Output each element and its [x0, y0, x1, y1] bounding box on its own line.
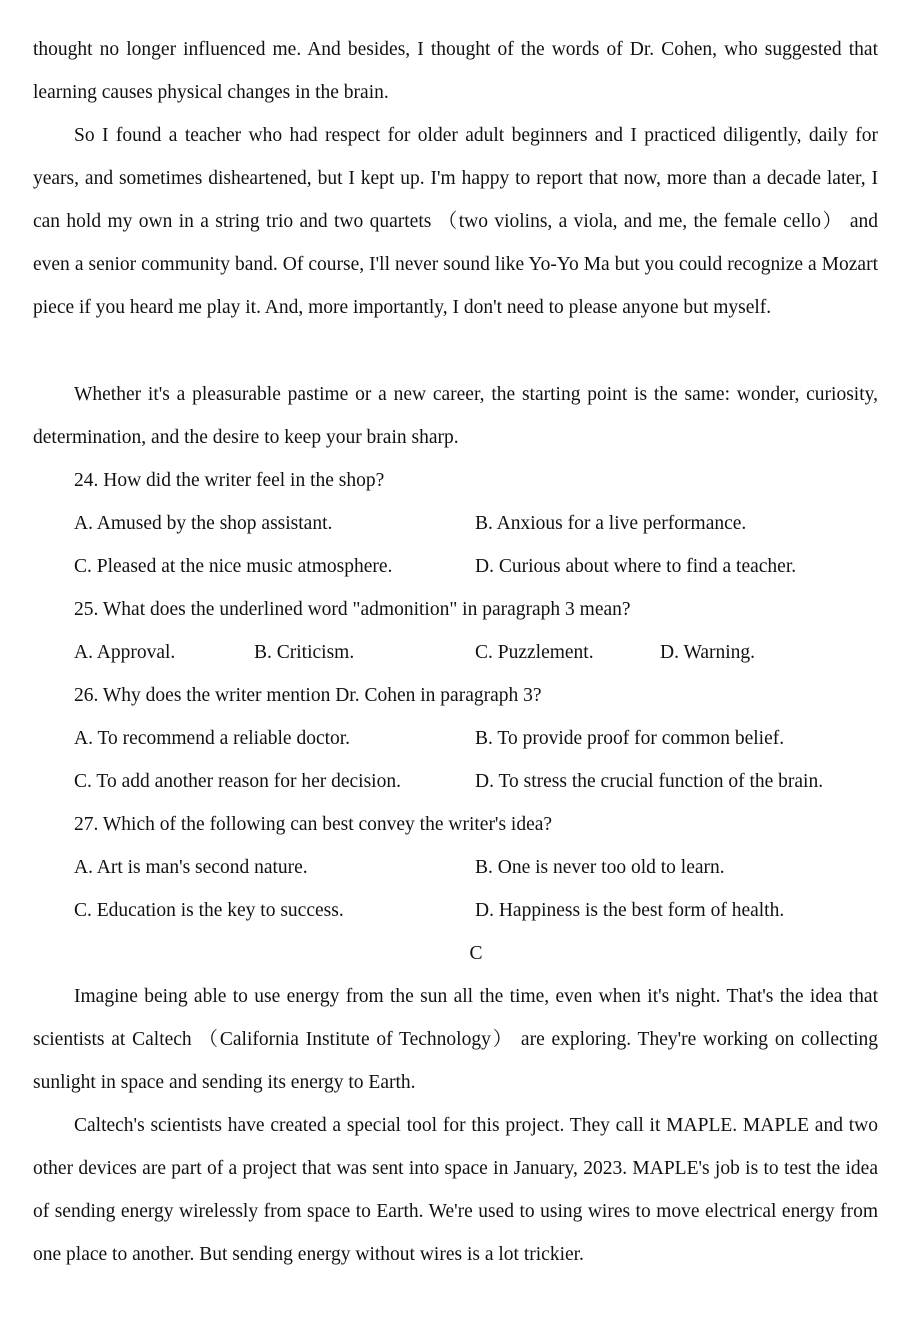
- q27-option-a: A. Art is man's second nature.: [74, 857, 308, 878]
- paragraph-continued: thought no longer influenced me. And besides, I thought of the words of Dr. Cohen, who suggested that learning causes physical changes in the brain.: [33, 39, 878, 103]
- paragraph-teacher: So I found a teacher who had respect for older adult beginners and I practiced diligently, daily for years, and sometimes disheartened, but I kept up. I'm happy to report that now, more than a decade later, I can hold my own in a string trio and two quartets （two violins, a viola, and me, the female cello） and even a senior community band. Of course, I'll never sound like Yo-Yo Ma but you could recognize a Mozart piece if you heard me play it. And, more importantly, I don't need to please anyone but myself.: [33, 125, 878, 318]
- q24-option-b: B. Anxious for a live performance.: [475, 513, 747, 534]
- q24-option-a: A. Amused by the shop assistant.: [74, 513, 333, 534]
- q27-option-b: B. One is never too old to learn.: [475, 857, 725, 878]
- q24-option-d: D. Curious about where to find a teacher.: [475, 556, 797, 577]
- q25-option-c: C. Puzzlement.: [475, 642, 594, 663]
- q27-option-c: C. Education is the key to success.: [74, 900, 344, 921]
- paragraph-maple: Caltech's scientists have created a special tool for this project. They call it MAPLE. MAPLE and two other devices are part of a project that was sent into space in January, 2023. MAPLE's job is to test the idea of sending energy wirelessly from space to Earth. We're used to using wires to move electrical energy from one place to another. But sending energy without wires is a lot trickier.: [33, 1115, 878, 1265]
- q26-option-b: B. To provide proof for common belief.: [475, 728, 785, 749]
- question-24-stem: 24. How did the writer feel in the shop?: [74, 470, 385, 491]
- question-27-stem: 27. Which of the following can best convey the writer's idea?: [74, 814, 553, 835]
- q25-option-b: B. Criticism.: [254, 642, 355, 663]
- section-heading: C: [469, 943, 483, 964]
- paragraph-conclusion: Whether it's a pleasurable pastime or a new career, the starting point is the same: wonder, curiosity, determination, and the desire to keep your brain sharp.: [33, 384, 878, 448]
- question-25-stem: 25. What does the underlined word "admonition" in paragraph 3 mean?: [74, 599, 631, 620]
- q24-option-c: C. Pleased at the nice music atmosphere.: [74, 556, 393, 577]
- q26-option-a: A. To recommend a reliable doctor.: [74, 728, 351, 749]
- q25-option-a: A. Approval.: [74, 642, 176, 663]
- q27-option-d: D. Happiness is the best form of health.: [475, 900, 785, 921]
- paragraph-caltech-intro: Imagine being able to use energy from the sun all the time, even when it's night. That's the idea that scientists at Caltech （California Institute of Technology） are exploring. They're working on collecting sunlight in space and sending its energy to Earth.: [33, 986, 878, 1093]
- q25-option-d: D. Warning.: [660, 642, 756, 663]
- question-26-stem: 26. Why does the writer mention Dr. Cohen in paragraph 3?: [74, 685, 542, 706]
- q26-option-d: D. To stress the crucial function of the brain.: [475, 771, 824, 792]
- q26-option-c: C. To add another reason for her decision.: [74, 771, 401, 792]
